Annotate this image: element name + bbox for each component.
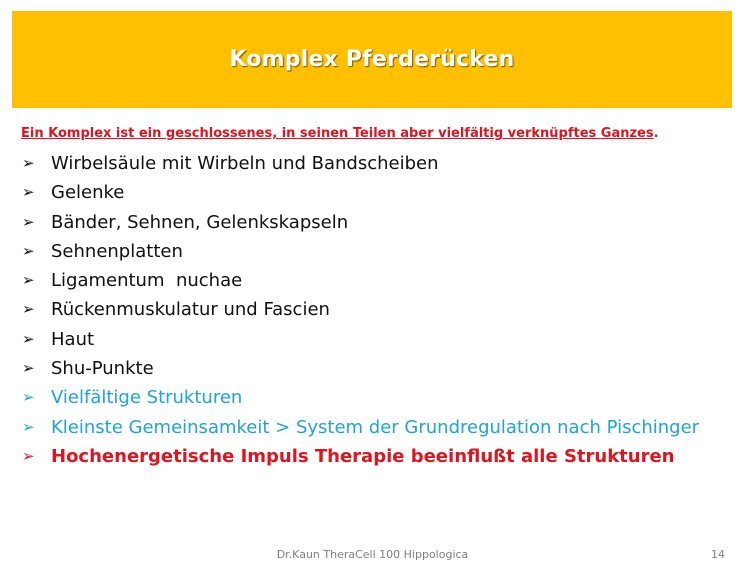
bullet-text: Bänder, Sehnen, Gelenkskapseln	[51, 211, 349, 233]
arrow-bullet-icon: ➢	[22, 446, 35, 465]
arrow-bullet-icon: ➢	[22, 271, 35, 290]
bullet-item-highlight	[22, 383, 702, 412]
bullet-text: Rückenmuskulatur und Fascien	[51, 299, 330, 321]
arrow-bullet-icon: ➢	[22, 154, 35, 172]
bullet-item	[22, 325, 702, 354]
bullet-text: Hochenergetische Impuls Therapie beeinflußt alle Strukturen	[51, 445, 675, 467]
arrow-bullet-icon: ➢	[22, 417, 35, 436]
arrow-bullet-icon: ➢	[22, 388, 35, 407]
arrow-bullet-icon: ➢	[22, 359, 35, 378]
arrow-bullet-icon: ➢	[22, 212, 35, 231]
bullet-list	[22, 149, 702, 471]
bullet-item	[22, 266, 702, 295]
bullet-text: Shu-Punkte	[51, 358, 154, 380]
arrow-bullet-icon: ➢	[22, 300, 35, 319]
bullet-text: Haut	[51, 328, 95, 350]
definition-period: .	[653, 126, 659, 141]
title-band	[12, 11, 732, 108]
footer-text: Dr.Kaun TheraCell 100 Hippologica	[276, 548, 469, 561]
bullet-text: Sehnenplatten	[51, 240, 183, 262]
bullet-item	[22, 354, 702, 383]
slide-title: Komplex Pferderücken	[229, 47, 515, 72]
bullet-item	[22, 295, 702, 324]
bullet-text: Kleinste Gemeinsamkeit > System der Grundregulation nach Pischinger	[51, 416, 700, 438]
bullet-item-emphasis	[22, 442, 702, 471]
bullet-item	[22, 208, 702, 237]
arrow-bullet-icon: ➢	[22, 241, 35, 260]
bullet-item	[22, 237, 702, 266]
bullet-item-highlight	[22, 413, 702, 442]
bullet-text: Vielfältige Strukturen	[51, 387, 243, 409]
bullet-text: Wirbelsäule mit Wirbeln und Bandscheiben	[51, 153, 439, 174]
bullet-item	[22, 149, 702, 178]
page-number: 14	[711, 548, 725, 561]
bullet-text: Ligamentum nuchae	[51, 270, 243, 292]
bullet-text: Gelenke	[51, 182, 125, 204]
definition-line	[21, 126, 659, 141]
arrow-bullet-icon: ➢	[22, 329, 35, 348]
definition-text: Ein Komplex ist ein geschlossenes, in seinen Teilen aber vielfältig verknüpftes Ganzes	[21, 126, 654, 141]
arrow-bullet-icon: ➢	[22, 183, 35, 202]
bullet-item	[22, 178, 702, 207]
